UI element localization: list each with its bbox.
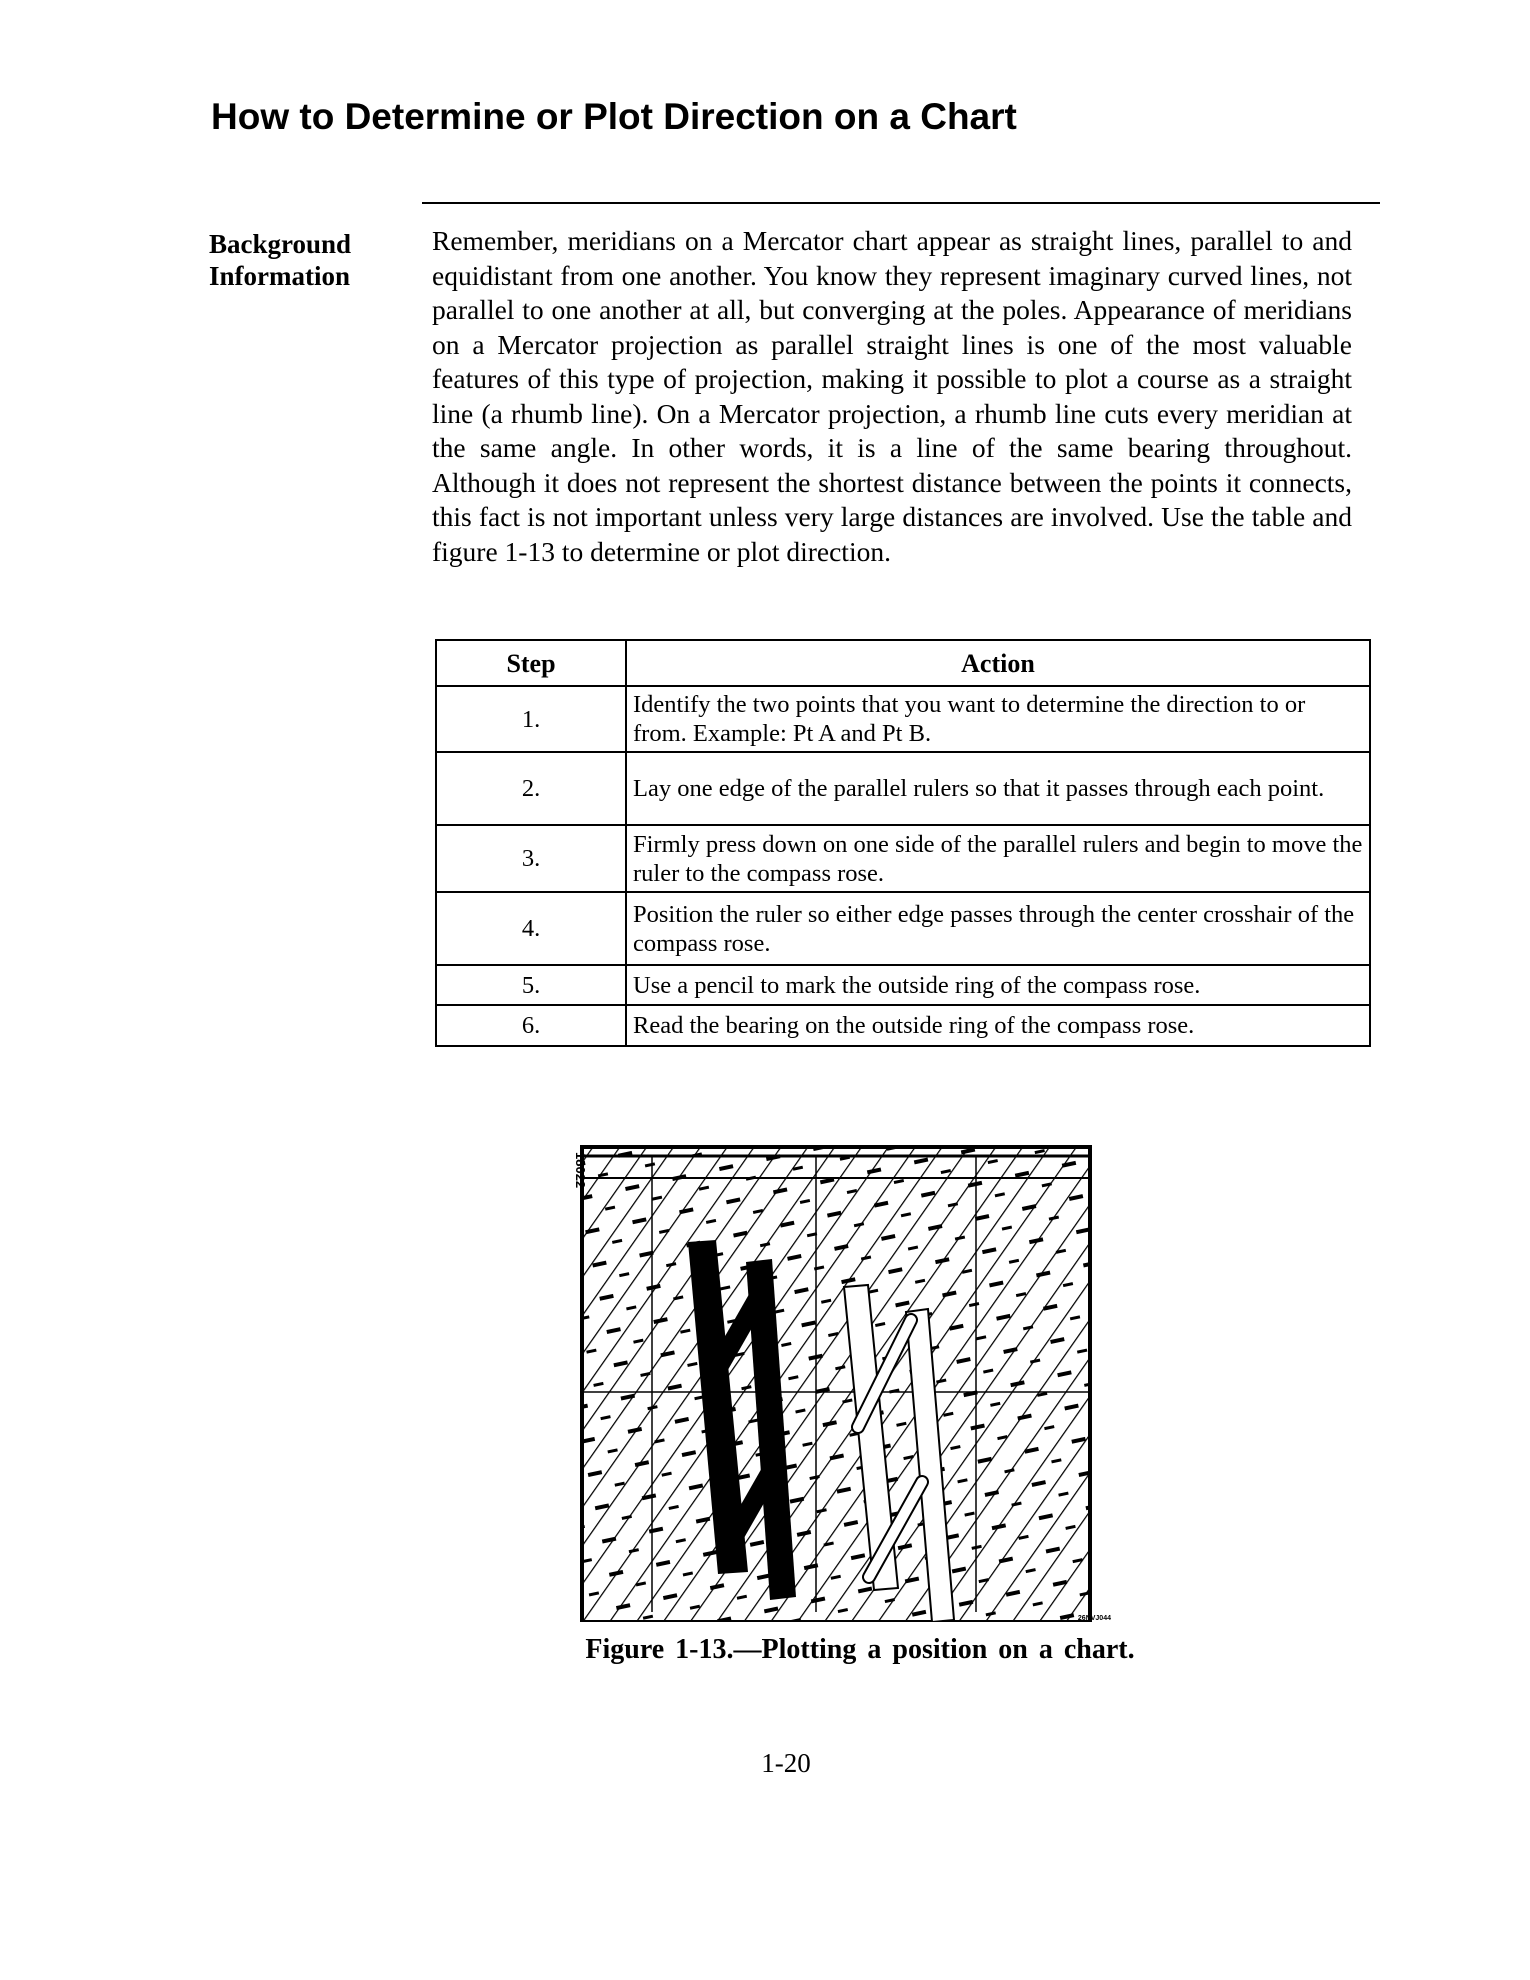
- section-divider: [422, 202, 1380, 204]
- step-number: 2.: [436, 752, 626, 825]
- figure-code-label: 26NVJ044: [1077, 1615, 1111, 1622]
- table-row: [436, 892, 1370, 965]
- step-action: Identify the two points that you want to determine the direction to or from. Example: Pt A and Pt B.: [626, 686, 1370, 752]
- table-row: [436, 965, 1370, 1005]
- step-action: Read the bearing on the outside ring of the compass rose.: [626, 1005, 1370, 1046]
- table-row: [436, 752, 1370, 825]
- step-action: Firmly press down on one side of the parallel rulers and begin to move the ruler to the compass rose.: [626, 825, 1370, 892]
- chart-soundings: [582, 1147, 1090, 1622]
- header-step: Step: [436, 640, 626, 686]
- svg-text:18022: 18022: [573, 1152, 588, 1189]
- header-action: Action: [626, 640, 1370, 686]
- table-header-row: [436, 640, 1370, 686]
- figure-caption: Figure 1-13.—Plotting a position on a chart.: [585, 1634, 1135, 1665]
- step-action: Use a pencil to mark the outside ring of the compass rose.: [626, 965, 1370, 1005]
- step-number: 4.: [436, 892, 626, 965]
- steps-table: [435, 639, 1371, 1047]
- step-action: Position the ruler so either edge passes through the center crosshair of the compass rose.: [626, 892, 1370, 965]
- step-number: 6.: [436, 1005, 626, 1046]
- step-number: 1.: [436, 686, 626, 752]
- table-row: [436, 1005, 1370, 1046]
- step-action: Lay one edge of the parallel rulers so that it passes through each point.: [626, 752, 1370, 825]
- side-heading: [209, 228, 351, 292]
- background-paragraph: Remember, meridians on a Mercator chart appear as straight lines, parallel to and equidistant from one another. You know they represent imaginary curved lines, not parallel to one another at all, but converging at the poles. Appearance of meridians on a Mercator projection as parallel straight lines is one of the most valuable features of this type of projection, making it possible to plot a course as a straight line (a rhumb line). On a Mercator projection, a rhumb line cuts every meridian at the same angle. In other words, it is a line of the same bearing throughout. Although it does not represent the shortest distance between the points it connects, this fact is not important unless very large distances are involved. Use the table and figure 1-13 to determine or plot direction.: [432, 225, 1352, 567]
- side-heading-line-1: Background: [209, 229, 352, 259]
- chart-number-label: [573, 1152, 588, 1188]
- side-heading-line-2: Information: [209, 261, 350, 291]
- step-number: 5.: [436, 965, 626, 1005]
- step-number: 3.: [436, 825, 626, 892]
- page-title: How to Determine or Plot Direction on a Chart: [211, 96, 1017, 137]
- page-number: 1-20: [761, 1748, 811, 1778]
- table-row: [436, 686, 1370, 752]
- table-row: [436, 825, 1370, 892]
- parallel-rulers-chart-figure: [556, 1122, 1116, 1622]
